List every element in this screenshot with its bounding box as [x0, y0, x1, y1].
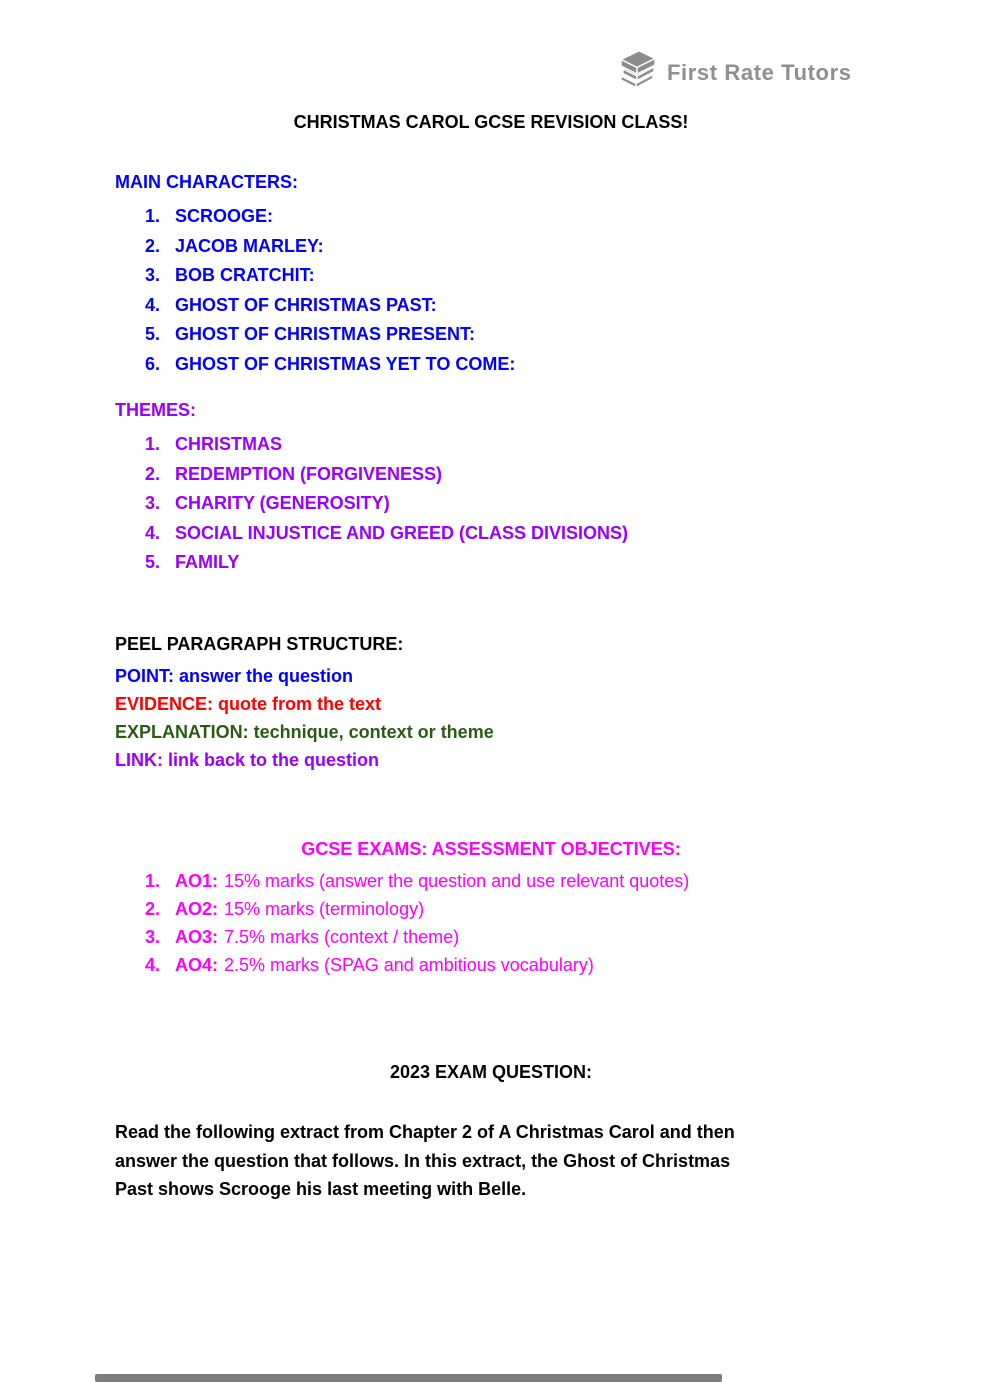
paragraph-line: answer the question that follows. In this extract, the Ghost of Christmas — [115, 1150, 731, 1171]
item-number: 1. — [145, 870, 161, 891]
paragraph-line: Read the following extract from Chapter 2 of A Christmas Carol and then — [115, 1122, 735, 1143]
main-characters-list — [115, 202, 867, 379]
list-item — [115, 202, 867, 232]
peel-explanation-line: EXPLANATION: technique, context or theme — [115, 721, 494, 742]
item-number: 5. — [145, 552, 161, 572]
main-characters-heading: MAIN CHARACTERS: — [115, 172, 298, 192]
ao-label: AO2: — [175, 898, 219, 919]
books-stack-icon — [616, 50, 658, 95]
item-number: 2. — [145, 235, 161, 256]
item-text: SOCIAL INJUSTICE AND GREED (CLASS DIVISIONS) — [175, 522, 629, 543]
peel-heading: PEEL PARAGRAPH STRUCTURE: — [115, 633, 404, 654]
themes-heading: THEMES: — [115, 400, 196, 420]
paragraph-line: Past shows Scrooge his last meeting with Belle. — [115, 1179, 527, 1200]
page-title: CHRISTMAS CAROL GCSE REVISION CLASS! — [293, 112, 689, 132]
list-item — [115, 232, 867, 262]
ao-label: AO4: — [175, 955, 219, 976]
item-text: BOB CRATCHIT: — [175, 265, 315, 285]
item-text: SCROOGE: — [175, 206, 274, 226]
exam-question-paragraph — [115, 1118, 867, 1204]
ao-label: AO3: — [175, 926, 219, 947]
list-item — [115, 460, 867, 490]
item-number: 3. — [145, 265, 161, 285]
ao-description: 7.5% marks (context / theme) — [224, 926, 460, 947]
peel-point-line: POINT: answer the question — [115, 665, 354, 686]
list-item — [115, 923, 867, 951]
logo-text: First Rate Tutors — [667, 59, 852, 85]
item-text: CHARITY (GENEROSITY) — [175, 493, 390, 513]
horizontal-scrollbar-thumb[interactable] — [95, 1374, 722, 1382]
item-text: GHOST OF CHRISTMAS PAST: — [175, 294, 437, 315]
item-number: 4. — [145, 955, 161, 976]
item-text: REDEMPTION (FORGIVENESS) — [175, 463, 443, 484]
item-text: GHOST OF CHRISTMAS YET TO COME: — [175, 353, 516, 374]
ao-description: 15% marks (answer the question and use relevant quotes) — [224, 870, 690, 891]
peel-evidence-line: EVIDENCE: quote from the text — [115, 693, 382, 714]
item-text: JACOB MARLEY: — [175, 235, 324, 256]
list-item — [115, 291, 867, 321]
list-item — [115, 430, 867, 460]
logo — [616, 50, 852, 95]
list-item — [115, 320, 867, 350]
ao-description: 15% marks (terminology) — [224, 898, 425, 919]
list-item — [115, 489, 867, 519]
item-text: GHOST OF CHRISTMAS PRESENT: — [175, 324, 476, 344]
list-item — [115, 519, 867, 549]
item-number: 4. — [145, 294, 161, 315]
list-item — [115, 867, 867, 895]
item-number: 2. — [145, 463, 161, 484]
peel-link-line: LINK: link back to the question — [115, 749, 380, 770]
ao-description: 2.5% marks (SPAG and ambitious vocabulary) — [224, 955, 594, 976]
item-number: 6. — [145, 353, 161, 374]
list-item — [115, 951, 867, 979]
exam-question-heading: 2023 EXAM QUESTION: — [389, 1062, 593, 1083]
list-item — [115, 261, 867, 291]
item-text: CHRISTMAS — [175, 434, 282, 454]
item-number: 4. — [145, 522, 161, 543]
ao-label: AO1: — [175, 870, 219, 891]
peel-structure — [115, 662, 867, 774]
item-number: 1. — [145, 206, 161, 226]
item-number: 3. — [145, 493, 161, 513]
list-item — [115, 895, 867, 923]
item-number: 5. — [145, 324, 161, 344]
themes-list — [115, 430, 867, 578]
item-number: 3. — [145, 926, 161, 947]
list-item — [115, 350, 867, 380]
item-number: 1. — [145, 434, 161, 454]
item-number: 2. — [145, 898, 161, 919]
list-item — [115, 548, 867, 578]
assessment-objectives-list — [115, 867, 867, 980]
assessment-objectives-heading: GCSE EXAMS: ASSESSMENT OBJECTIVES: — [301, 838, 681, 859]
item-text: FAMILY — [175, 552, 240, 572]
